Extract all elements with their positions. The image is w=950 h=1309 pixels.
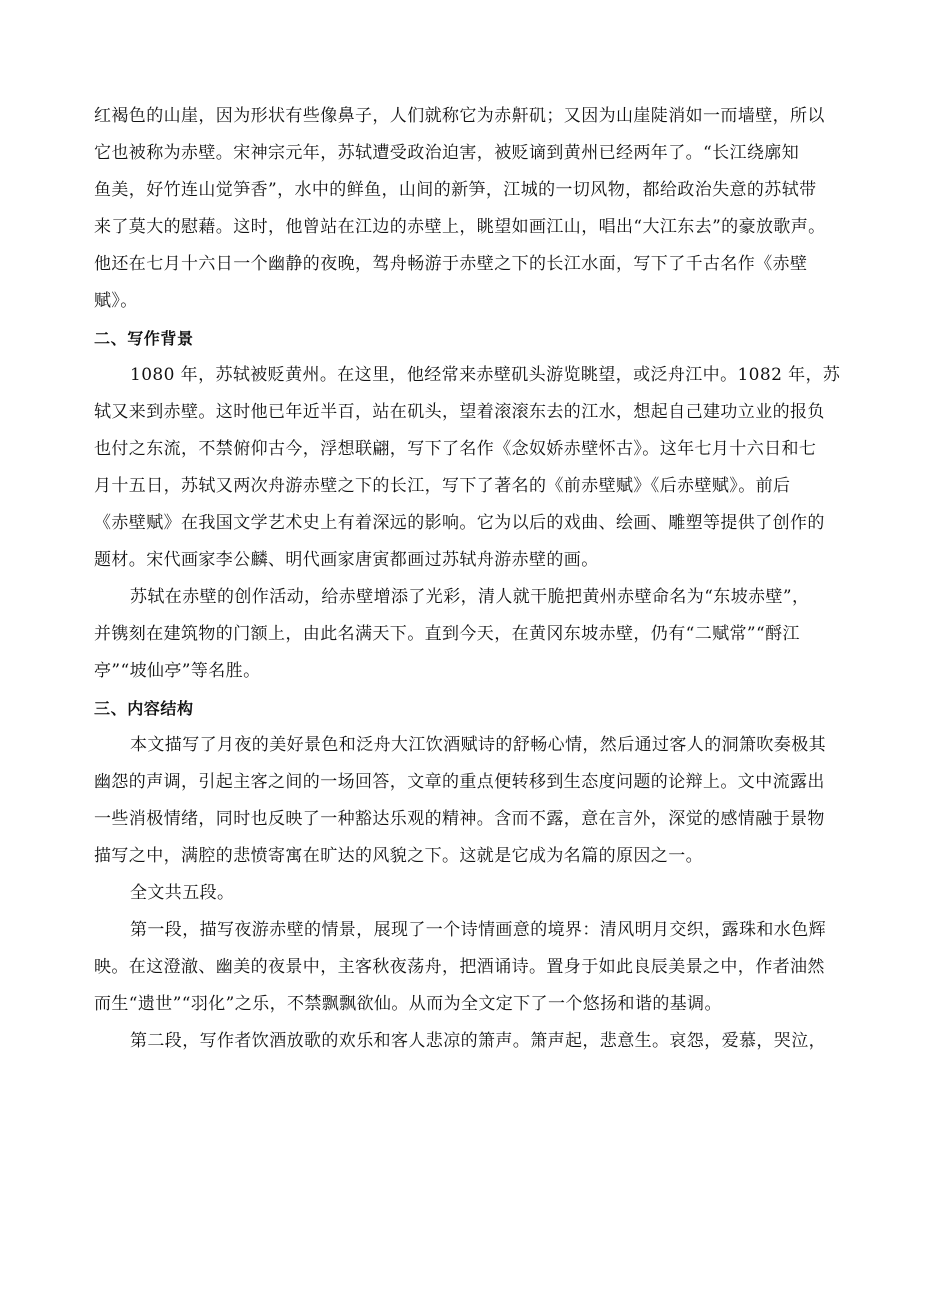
text-line: 本文描写了月夜的美好景色和泛舟大江饮酒赋诗的舒畅心情，然后通过客人的洞箫吹奏极其	[130, 735, 826, 755]
text-line: 亭”“坡仙亭”等名胜。	[94, 661, 261, 681]
text-line: 一些消极情绪，同时也反映了一种豁达乐观的精神。含而不露，意在言外，深觉的感情融于景物	[94, 809, 825, 829]
text-line: 映。在这澄澈、幽美的夜景中，主客秋夜荡舟，把酒诵诗。置身于如此良辰美景之中，作者油然	[94, 957, 825, 977]
text-line: 赋》。	[94, 291, 138, 311]
first-section-paragraph	[94, 912, 864, 1023]
text-line: 题材。宋代画家李公麟、明代画家唐寅都画过苏轼舟游赤壁的画。	[94, 550, 599, 570]
text-line: 来了莫大的慰藉。这时，他曾站在江边的赤壁上，眺望如画江山，唱出“大江东去”的豪放歌声。	[94, 217, 826, 237]
text-line: 红褐色的山崖，因为形状有些像鼻子，人们就称它为赤鼾矶；又因为山崖陡消如一而墙壁，所以	[94, 106, 825, 126]
text-line: 《赤壁赋》在我国文学艺术史上有着深远的影响。它为以后的戏曲、绘画、雕塑等提供了创作的	[94, 513, 825, 533]
text-line: 也付之东流，不禁俯仰古今，浮想联翩，写下了名作《念奴娇赤壁怀古》。这年七月十六日和七	[94, 439, 817, 459]
text-line: 轼又来到赤壁。这时他已年近半百，站在矶头，望着滚滚东去的江水，想起自己建功立业的报负	[94, 402, 825, 422]
text-line: 第二段，写作者饮酒放歌的欢乐和客人悲凉的箫声。箫声起，悲意生。哀怨，爱慕，哭泣，	[130, 1031, 826, 1051]
section-heading-writing-background: 二、写作背景	[94, 329, 194, 348]
text-line: 幽怨的声调，引起主客之间的一场回答，文章的重点便转移到生态度问题的论辩上。文中流露出	[94, 772, 825, 792]
document-body	[94, 98, 864, 1060]
section-heading-content-structure: 三、内容结构	[94, 699, 194, 718]
text-line: 他还在七月十六日一个幽静的夜晚，驾舟畅游于赤壁之下的长江水面，写下了千古名作《赤壁	[94, 254, 808, 274]
text-line: 月十五日，苏轼又两次舟游赤壁之下的长江，写下了著名的《前赤壁赋》《后赤壁赋》。前后	[94, 476, 791, 496]
five-sections-paragraph	[94, 875, 864, 912]
text-line: 鱼美，好竹连山觉笋香”，水中的鲜鱼，山间的新笋，江城的一切风物，都给政治失意的苏轼带	[94, 180, 817, 200]
text-line: 并镌刻在建筑物的门额上，由此名满天下。直到今天，在黄冈东坡赤壁，仍有“二赋常”“酹江	[94, 624, 800, 644]
text-line: 而生“遗世”“羽化”之乐，不禁飘飘欲仙。从而为全文定下了一个悠扬和谐的基调。	[94, 994, 722, 1014]
dongpo-chibi-paragraph	[94, 579, 864, 690]
text-line: 描写之中，满腔的悲愤寄寓在旷达的风貌之下。这就是它成为名篇的原因之一。	[94, 846, 703, 866]
text-line: 苏轼在赤壁的创作活动，给赤壁增添了光彩，清人就干脆把黄州赤壁命名为“东坡赤壁”，	[130, 587, 810, 607]
text-line: 1080 年，苏轼被贬黄州。在这里，他经常来赤壁矶头游览眺望，或泛舟江中。1082 年，苏	[130, 365, 841, 385]
second-section-paragraph	[94, 1023, 864, 1060]
intro-paragraph	[94, 98, 864, 320]
text-line: 第一段，描写夜游赤壁的情景，展现了一个诗情画意的境界：清风明月交织，露珠和水色辉	[130, 920, 826, 940]
text-line: 它也被称为赤壁。宋神宗元年，苏轼遭受政治迫害，被贬谪到黄州已经两年了。“长江绕廓知	[94, 143, 800, 163]
writing-background-paragraph	[94, 357, 864, 579]
text-line: 全文共五段。	[130, 883, 235, 903]
content-structure-paragraph	[94, 727, 864, 875]
